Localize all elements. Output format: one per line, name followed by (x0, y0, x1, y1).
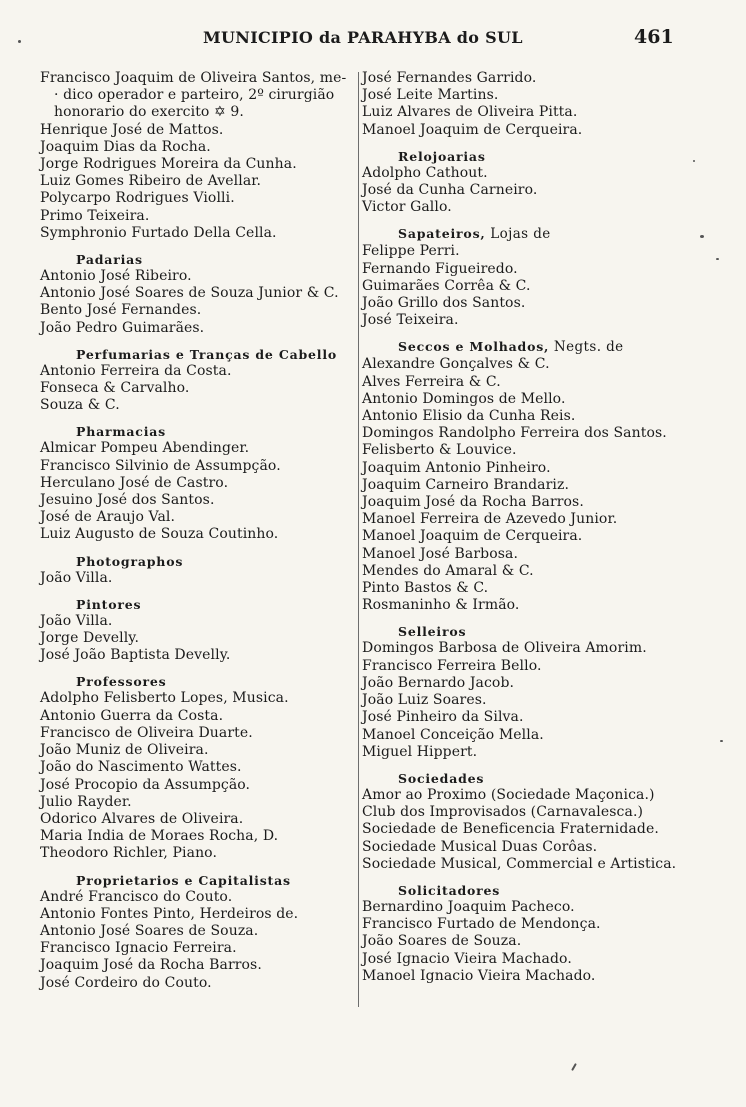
directory-section (40, 596, 358, 665)
section-heading (362, 623, 682, 640)
directory-section (40, 251, 358, 337)
directory-section (362, 623, 682, 760)
directory-entry: Antonio Domingos de Mello. (362, 390, 566, 407)
section-heading-text: Professores (76, 674, 167, 690)
directory-entry: Antonio José Ribeiro. (40, 268, 192, 285)
directory-entry: Luiz Gomes Ribeiro de Avellar. (40, 173, 262, 190)
directory-section (362, 148, 682, 217)
directory-entry: Rosmaninho & Irmão. (362, 597, 520, 614)
section-heading (362, 882, 682, 899)
directory-entry: Antonio Guerra da Costa. (40, 707, 224, 724)
section-heading-text: Sapateiros, (398, 226, 486, 242)
section-heading-text: Selleiros (398, 624, 467, 640)
directory-section (362, 882, 682, 985)
directory-section (40, 70, 358, 242)
directory-entry: Manoel Joaquim de Cerqueira. (362, 121, 583, 138)
directory-entry: Amor ao Proximo (Sociedade Maçonica.) (362, 786, 655, 803)
directory-entry: Francisco Furtado de Mendonça. (362, 916, 601, 933)
directory-entry: José João Baptista Develly. (40, 647, 231, 664)
directory-section (40, 553, 358, 587)
directory-entry: Alves Ferreira & C. (362, 373, 501, 390)
directory-entry: Antonio José Soares de Souza. (40, 922, 259, 939)
scan-speck (18, 40, 21, 43)
directory-entry: Joaquim Carneiro Brandariz. (362, 476, 570, 493)
directory-entry: Maria India de Moraes Rocha, D. (40, 828, 279, 845)
scan-speck (720, 740, 723, 742)
directory-entry: Domingos Barbosa de Oliveira Amorim. (362, 640, 647, 657)
directory-section (362, 770, 682, 873)
directory-section (362, 338, 682, 614)
directory-section (362, 225, 682, 329)
directory-entry: Manoel Ignacio Vieira Machado. (362, 967, 596, 984)
scan-speck (716, 258, 719, 260)
directory-entry: Souza & C. (40, 397, 120, 414)
directory-entry: Domingos Randolpho Ferreira dos Santos. (362, 425, 667, 442)
directory-entry: Adolpho Felisberto Lopes, Musica. (40, 690, 289, 707)
section-heading-text: Solicitadores (398, 882, 501, 898)
directory-entry: João Luiz Soares. (362, 692, 487, 709)
directory-entry: Joaquim Dias da Rocha. (40, 138, 211, 155)
directory-entry: Fernando Figueiredo. (362, 260, 518, 277)
page-header (0, 26, 746, 52)
section-heading (40, 423, 358, 440)
directory-entry: Odorico Alvares de Oliveira. (40, 810, 244, 827)
section-heading-text: Sociedades (398, 770, 485, 786)
directory-entry: André Francisco do Couto. (40, 888, 233, 905)
directory-entry: Bernardino Joaquim Pacheco. (362, 898, 575, 915)
directory-entry: José de Araujo Val. (40, 509, 176, 526)
directory-entry: Mendes do Amaral & C. (362, 562, 534, 579)
directory-entry: Felisberto & Louvice. (362, 442, 517, 459)
directory-entry: Fonseca & Carvalho. (40, 380, 190, 397)
section-heading-text: Relojoarias (398, 148, 486, 164)
directory-entry: José da Cunha Carneiro. (362, 182, 538, 199)
directory-entry: Jesuino José dos Santos. (40, 492, 215, 509)
directory-entry: Henrique José de Mattos. (40, 121, 224, 138)
section-heading (362, 770, 682, 787)
directory-entry: Jorge Develly. (40, 630, 139, 647)
page-title: MUNICIPIO da PARAHYBA do SUL (203, 28, 523, 47)
section-heading (40, 673, 358, 690)
directory-entry: Antonio Ferreira da Costa. (40, 362, 232, 379)
scan-speck (693, 160, 695, 162)
directory-entry: Luiz Augusto de Souza Coutinho. (40, 526, 279, 543)
directory-entry: Sociedade Musical Duas Corôas. (362, 838, 598, 855)
directory-entry: Francisco Silvinio de Assumpção. (40, 457, 281, 474)
directory-entry: Antonio Fontes Pinto, Herdeiros de. (40, 905, 299, 922)
section-heading (362, 148, 682, 165)
directory-entry: João Villa. (40, 612, 113, 629)
section-heading-text: Seccos e Molhados, (398, 339, 550, 355)
directory-entry: José Procopio da Assumpção. (40, 776, 251, 793)
directory-entry: Antonio Elisio da Cunha Reis. (362, 408, 576, 425)
directory-entry: Joaquim José da Rocha Barros. (40, 957, 262, 974)
section-heading-subtitle: Lojas de (485, 226, 551, 243)
directory-entry: Manoel Joaquim de Cerqueira. (362, 528, 583, 545)
directory-entry: José Teixeira. (362, 312, 459, 329)
section-heading-text: Photographos (76, 553, 184, 569)
directory-entry: Almicar Pompeu Abendinger. (40, 440, 250, 457)
left-column (40, 70, 358, 992)
directory-entry: Bento José Fernandes. (40, 302, 202, 319)
directory-entry: honorario do exercito ✡ 9. (54, 104, 244, 121)
directory-entry: Felippe Perri. (362, 243, 460, 260)
directory-entry: Joaquim Antonio Pinheiro. (362, 459, 551, 476)
directory-entry: Manoel Conceição Mella. (362, 726, 544, 743)
directory-entry: Joaquim José da Rocha Barros. (362, 494, 584, 511)
directory-entry: Pinto Bastos & C. (362, 580, 489, 597)
directory-entry: Symphronio Furtado Della Cella. (40, 224, 277, 241)
directory-entry: Sociedade Musical, Commercial e Artistica. (362, 855, 677, 872)
directory-entry: Polycarpo Rodrigues Violli. (40, 190, 235, 207)
section-heading (362, 225, 682, 243)
directory-section (40, 673, 358, 862)
directory-entry: · dico operador e parteiro, 2º cirurgião (54, 87, 335, 104)
directory-entry: João Bernardo Jacob. (362, 674, 515, 691)
directory-entry: João do Nascimento Wattes. (40, 759, 242, 776)
directory-entry: Club dos Improvisados (Carnavalesca.) (362, 804, 644, 821)
directory-entry: João Soares de Souza. (362, 933, 522, 950)
directory-entry: Francisco Ferreira Bello. (362, 657, 542, 674)
directory-entry: João Pedro Guimarães. (40, 319, 205, 336)
directory-entry: Primo Teixeira. (40, 207, 150, 224)
right-column (362, 70, 682, 985)
directory-entry: José Leite Martins. (362, 87, 499, 104)
directory-entry: José Fernandes Garrido. (362, 70, 537, 86)
section-heading (362, 338, 682, 356)
scan-speck (700, 235, 704, 238)
directory-entry: João Grillo dos Santos. (362, 295, 526, 312)
directory-entry: Manoel José Barbosa. (362, 545, 518, 562)
directory-entry: José Cordeiro do Couto. (40, 974, 212, 991)
directory-entry: Alexandre Gonçalves & C. (362, 356, 550, 373)
directory-entry: Victor Gallo. (362, 199, 452, 216)
directory-entry: João Muniz de Oliveira. (40, 742, 209, 759)
directory-section (40, 346, 358, 415)
directory-entry: Manoel Ferreira de Azevedo Junior. (362, 511, 618, 528)
section-heading-subtitle: Negts. de (549, 339, 624, 356)
section-heading-text: Pharmacias (76, 424, 166, 440)
directory-entry: João Villa. (40, 569, 113, 586)
directory-entry: Francisco Joaquim de Oliveira Santos, me- (40, 70, 347, 86)
section-heading-text: Perfumarias e Tranças de Cabello (76, 346, 338, 362)
directory-entry: Adolpho Cathout. (362, 164, 488, 181)
column-divider (358, 72, 359, 1007)
directory-entry: Herculano José de Castro. (40, 474, 229, 491)
directory-entry: Jorge Rodrigues Moreira da Cunha. (40, 156, 297, 173)
directory-entry: Miguel Hippert. (362, 743, 478, 760)
directory-entry: Guimarães Corrêa & C. (362, 277, 531, 294)
directory-entry: José Pinheiro da Silva. (362, 709, 524, 726)
section-heading (40, 872, 358, 889)
directory-entry: Antonio José Soares de Souza Junior & C. (40, 285, 339, 302)
section-heading-text: Padarias (76, 252, 143, 268)
directory-entry: Francisco de Oliveira Duarte. (40, 724, 253, 741)
section-heading-text: Proprietarios e Capitalistas (76, 872, 291, 888)
section-heading (40, 346, 358, 363)
section-heading (40, 251, 358, 268)
directory-entry: José Ignacio Vieira Machado. (362, 950, 572, 967)
directory-section (40, 423, 358, 543)
directory-entry: Sociedade de Beneficencia Fraternidade. (362, 821, 659, 838)
directory-section (40, 872, 358, 992)
section-heading-text: Pintores (76, 596, 142, 612)
section-heading (40, 553, 358, 570)
directory-entry: Theodoro Richler, Piano. (40, 845, 218, 862)
section-heading (40, 596, 358, 613)
directory-entry: Francisco Ignacio Ferreira. (40, 940, 237, 957)
scan-speck (571, 1063, 577, 1071)
directory-entry: Luiz Alvares de Oliveira Pitta. (362, 104, 578, 121)
page-number: 461 (634, 26, 674, 48)
directory-entry: Julio Rayder. (40, 793, 132, 810)
directory-section (362, 70, 682, 139)
